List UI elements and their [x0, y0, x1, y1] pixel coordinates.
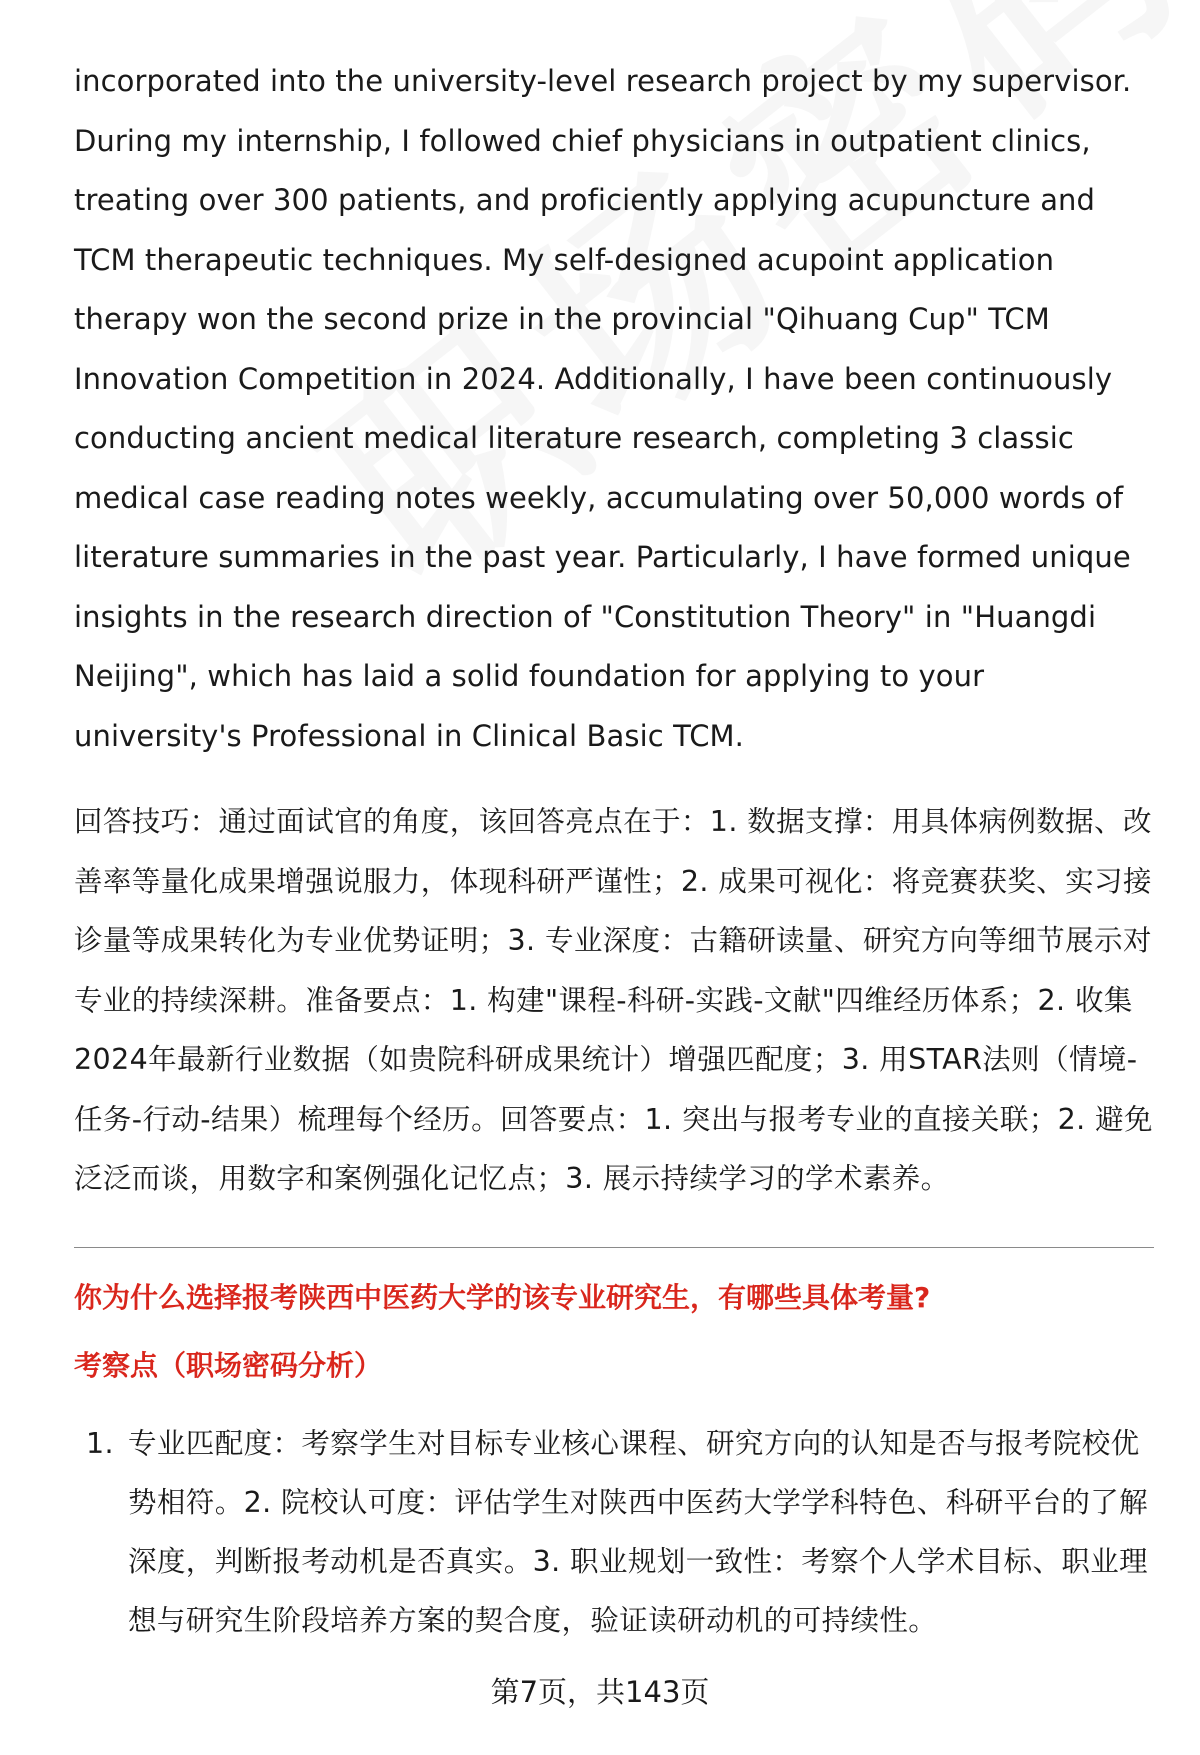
english-answer-paragraph: incorporated into the university-level research project by my supervisor. During my internship, I followed chief physicians in outpatient clinics, treating over 300 patients, and proficiently applying acupuncture and TCM therapeutic techniques. My self-designed acupoint application therapy won the second prize in the provincial "Qihuang Cup" TCM Innovation Competition in 2024. Additionally, I have been continuously conducting ancient medical literature research, completing 3 classic medical case reading notes weekly, accumulating over 50,000 words of literature summaries in the past year. Particularly, I have formed unique insights in the research direction of "Constitution Theory" in "Huangdi Neijing", which has laid a solid foundation for applying to your university's Professional in Clinical Basic TCM. — [74, 64, 1132, 753]
list-item-number: 1. — [86, 1426, 114, 1460]
page-number-footer: 第7页，共143页 — [490, 1675, 710, 1709]
list-item — [74, 1414, 1154, 1650]
assessment-points-heading: 考察点（职场密码分析） — [74, 1348, 383, 1382]
assessment-points-list — [74, 1414, 1154, 1650]
question-title: 你为什么选择报考陕西中医药大学的该专业研究生，有哪些具体考量? — [74, 1280, 931, 1314]
answer-tips-paragraph: 回答技巧：通过面试官的角度，该回答亮点在于：1. 数据支撑：用具体病例数据、改善率等量化成果增强说服力，体现科研严谨性；2. 成果可视化：将竞赛获奖、实习接诊量等成果转化为专业优势证明；3. 专业深度：古籍研读量、研究方向等细节展示对专业的持续深耕。准备要点：1. 构建"课程-科研-实践-文献"四维经历体系；2. 收集2024年最新行业数据（如贵院科研成果统计）增强匹配度；3. 用STAR法则（情境-任务-行动-结果）梳理每个经历。回答要点：1. 突出与报考专业的直接关联；2. 避免泛泛而谈，用数字和案例强化记忆点；3. 展示持续学习的学术素养。 — [74, 805, 1153, 1195]
list-item-text: 专业匹配度：考察学生对目标专业核心课程、研究方向的认知是否与报考院校优势相符。2. 院校认可度：评估学生对陕西中医药大学学科特色、科研平台的了解深度，判断报考动机是否真实。3. 职业规划一致性：考察个人学术目标、职业理想与研究生阶段培养方案的契合度，验证读研动机的可持续性。 — [128, 1426, 1149, 1637]
section-divider — [74, 1247, 1154, 1248]
document-page — [74, 52, 1154, 1650]
